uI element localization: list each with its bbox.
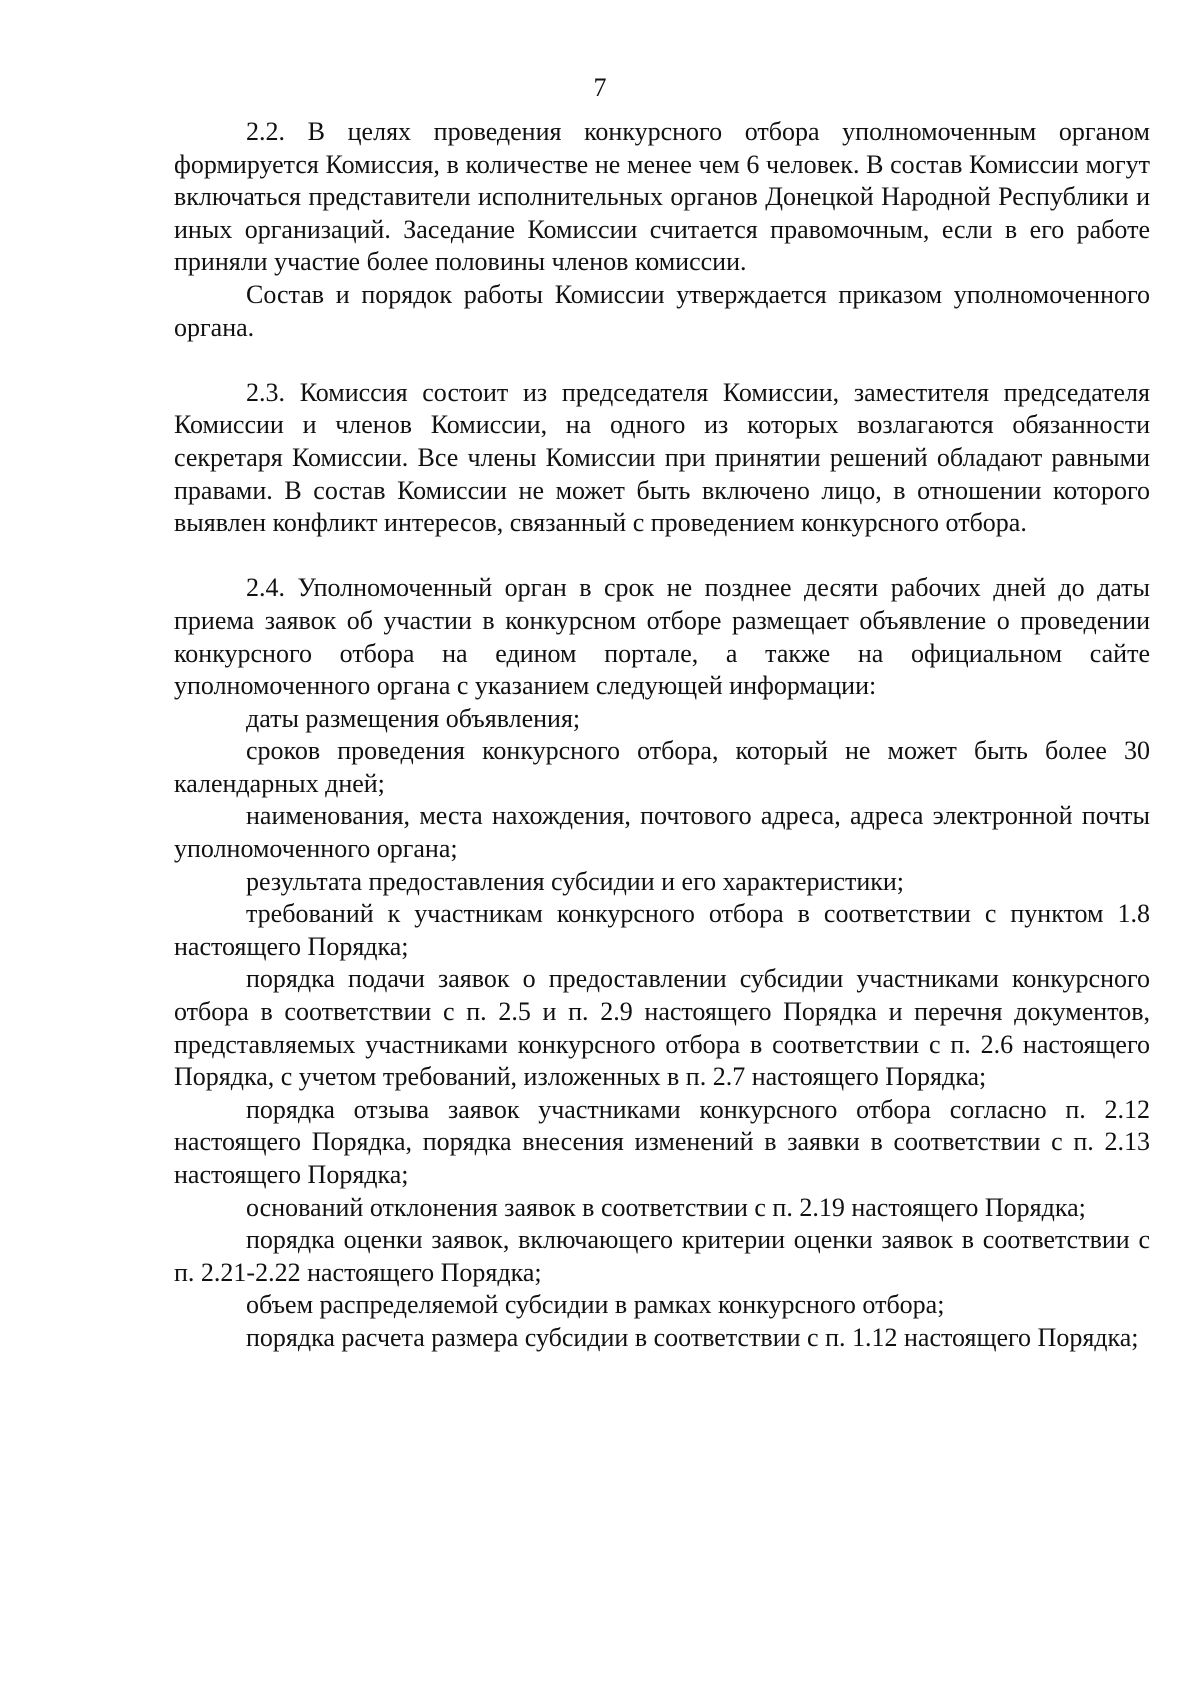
list-item: оснований отклонения заявок в соответствии с п. 2.19 настоящего Порядка; <box>246 1192 1086 1222</box>
list-item: порядка отзыва заявок участниками конкурсного отбора согласно п. 2.12 настоящего Порядка, порядка внесения изменений в заявки в соответствии с п. 2.13 настоящего Порядка; <box>174 1094 1150 1189</box>
list-item: результата предоставления субсидии и его характеристики; <box>246 866 905 896</box>
list-item: порядка расчета размера субсидии в соответствии с п. 1.12 настоящего Порядка; <box>246 1322 1139 1352</box>
paragraph-2-3: 2.3. Комиссия состоит из председателя Комиссии, заместителя председателя Комиссии и членов Комиссии, на одного из которых возлагаются обязанности секретаря Комиссии. Все члены Комиссии при принятии решений обладают равными правами. В состав Комиссии не может быть включено лицо, в отношении которого выявлен конфликт интересов, связанный с проведением конкурсного отбора. <box>174 377 1150 538</box>
document-body <box>174 116 1150 1355</box>
paragraph-commission-composition: Состав и порядок работы Комиссии утверждается приказом уполномоченного органа. <box>174 279 1150 342</box>
list-item: требований к участникам конкурсного отбора в соответствии с пунктом 1.8 настоящего Порядка; <box>174 899 1150 961</box>
list-item: объем распределяемой субсидии в рамках конкурсного отбора; <box>246 1290 945 1320</box>
page-number: 7 <box>593 73 607 102</box>
list-item: порядка подачи заявок о предоставлении субсидии участниками конкурсного отбора в соответствии с п. 2.5 и п. 2.9 настоящего Порядка и перечня документов, представляемых участниками конкурсного отбора в соответствии с п. 2.6 настоящего Порядка, с учетом требований, изложенных в п. 2.7 настоящего Порядка; <box>174 964 1150 1092</box>
list-item: сроков проведения конкурсного отбора, который не может быть более 30 календарных дней; <box>174 736 1150 798</box>
paragraph-2-4: 2.4. Уполномоченный орган в срок не позднее десяти рабочих дней до даты приема заявок об участии в конкурсном отборе размещает объявление о проведении конкурсного отбора на едином портале, а также на официальном сайте уполномоченного органа с указанием следующей информации: <box>174 573 1150 701</box>
list-item: порядка оценки заявок, включающего критерии оценки заявок в соответствии с п. 2.21-2.22 настоящего Порядка; <box>174 1225 1150 1287</box>
paragraph-2-2: 2.2. В целях проведения конкурсного отбора уполномоченным органом формируется Комиссия, в количестве не менее чем 6 человек. В состав Комиссии могут включаться представители исполнительных органов Донецкой Народной Республики и иных организаций. Заседание Комиссии считается правомочным, если в его работе приняли участие более половины членов комиссии. <box>174 117 1150 277</box>
list-item: даты размещения объявления; <box>246 703 581 733</box>
list-item: наименования, места нахождения, почтового адреса, адреса электронной почты уполномоченного органа; <box>174 801 1150 864</box>
